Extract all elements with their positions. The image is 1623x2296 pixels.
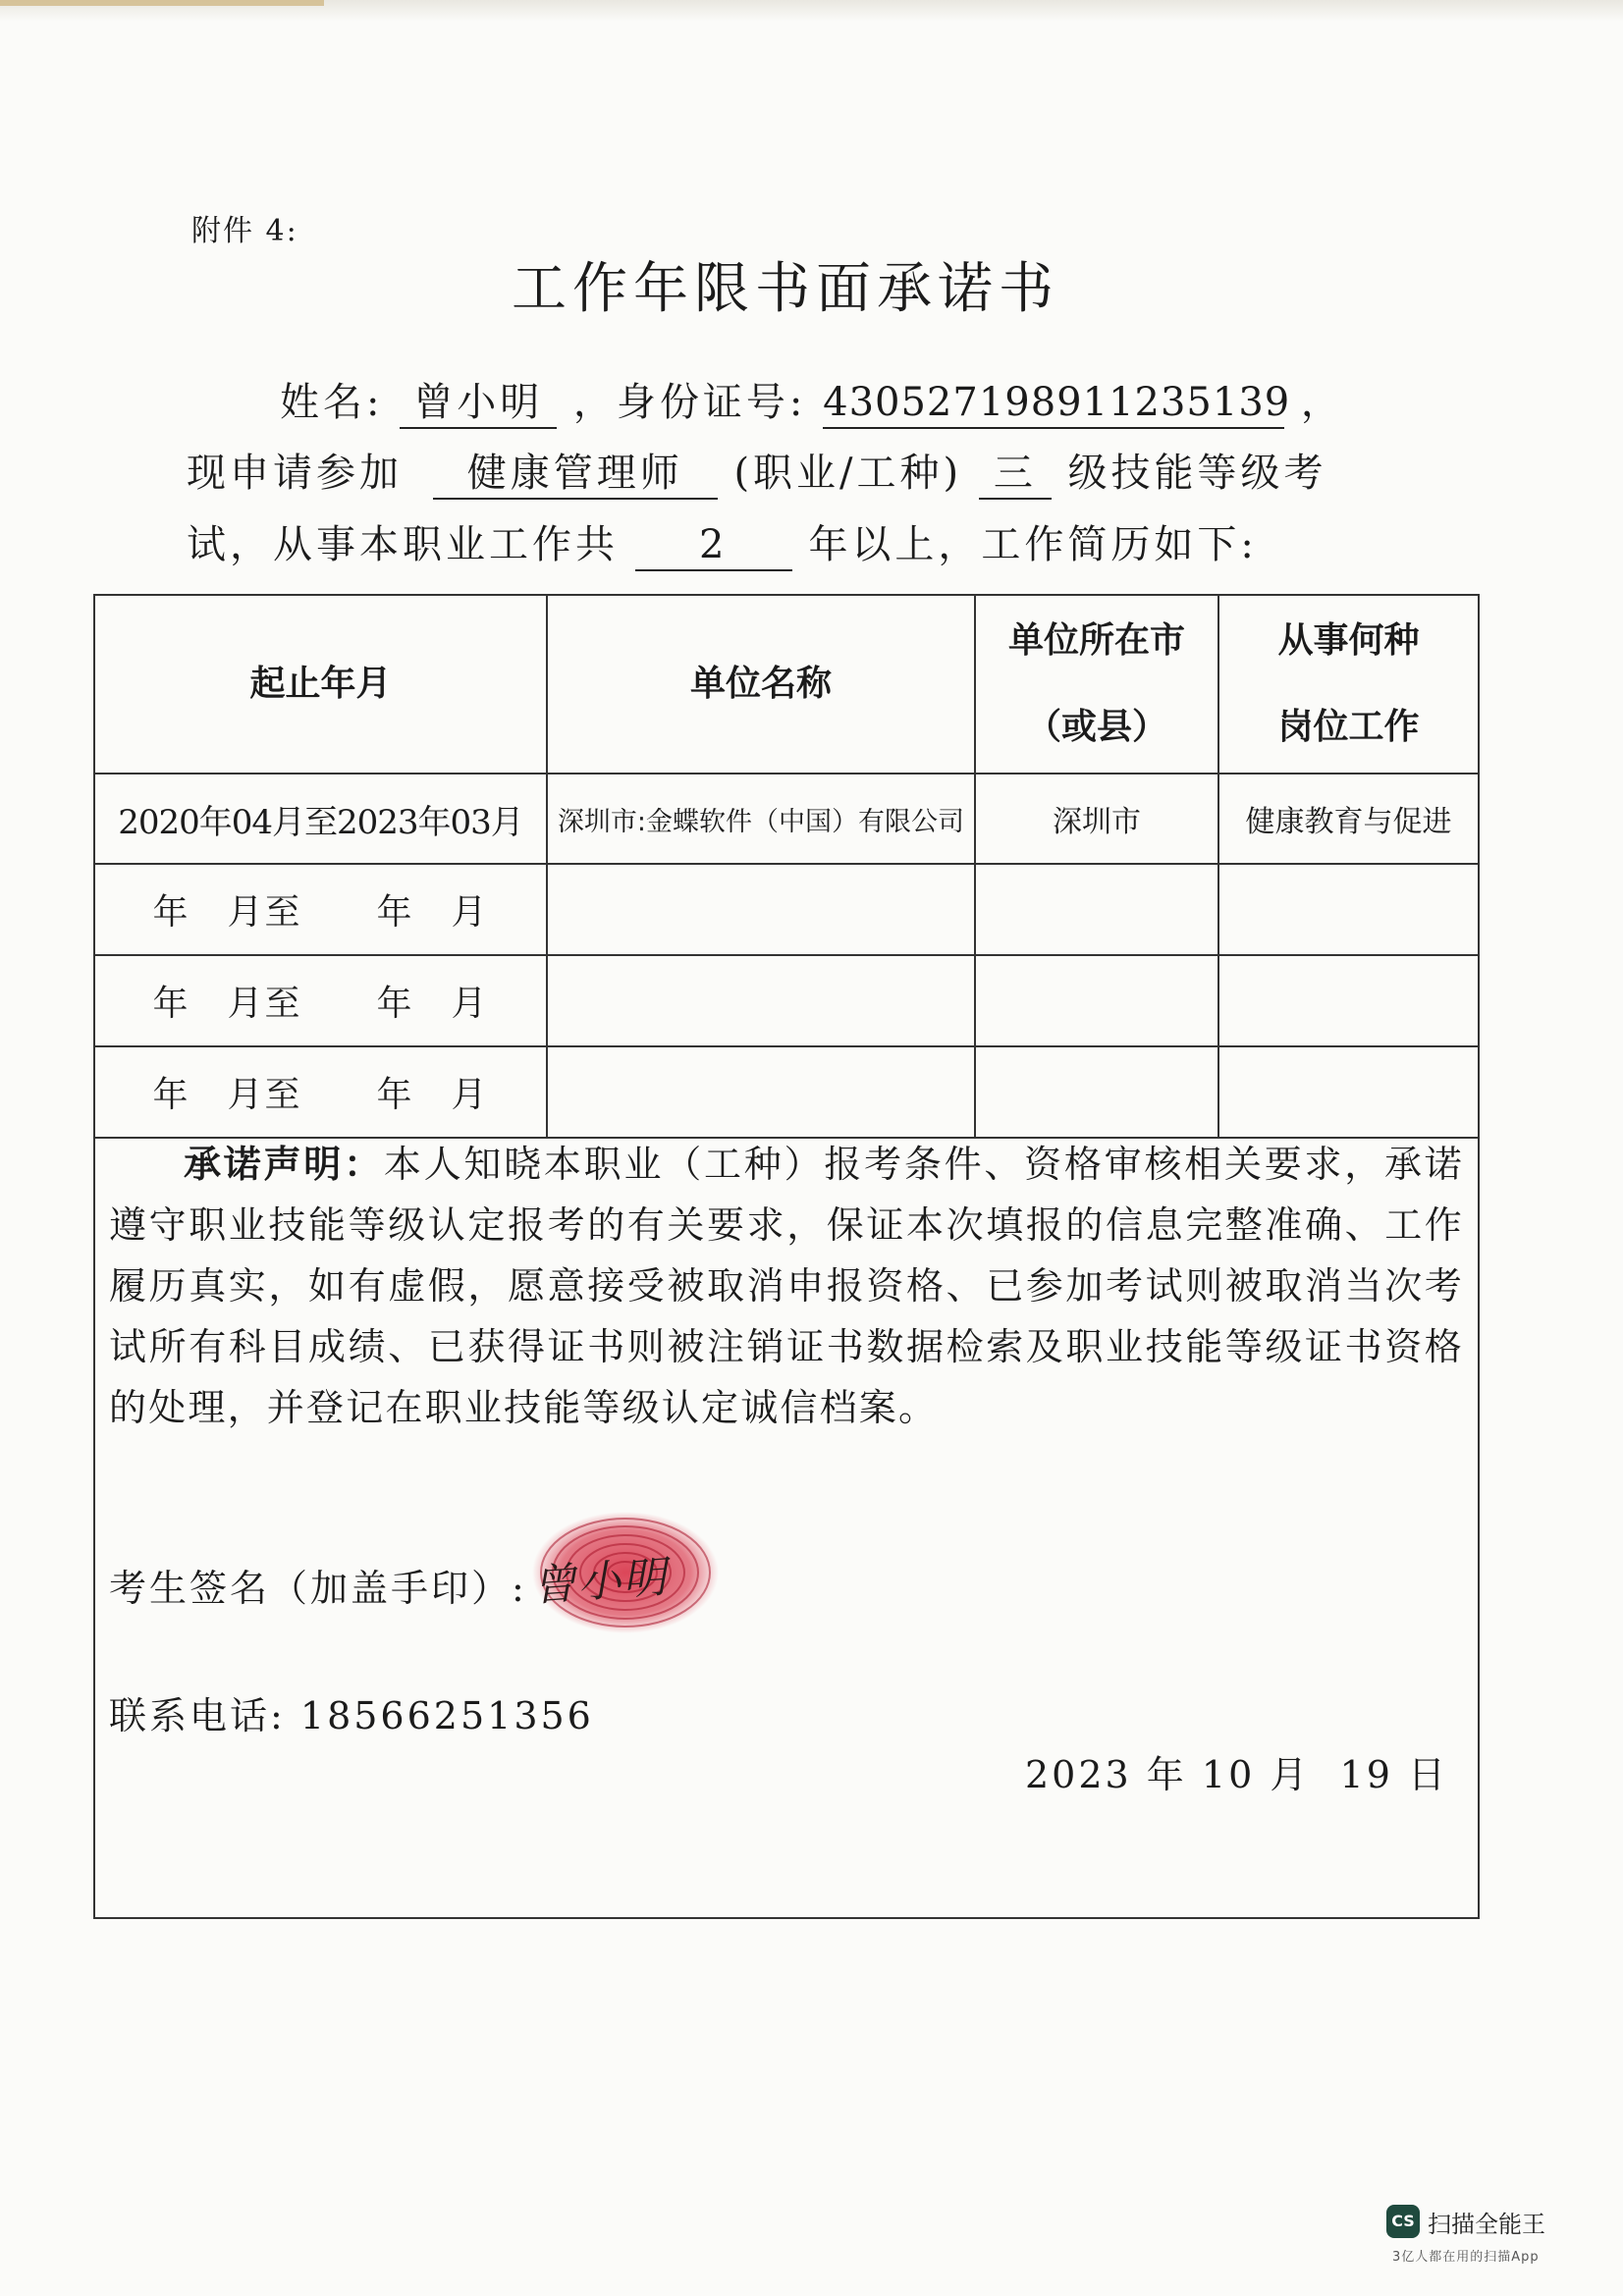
applicant-line-2: [187, 444, 1327, 503]
date-month: 10: [1201, 1753, 1256, 1796]
commitment-form: [93, 594, 1480, 1919]
work-prefix: 试，从事本职业工作共: [187, 522, 619, 567]
phone-label: 联系电话:: [109, 1694, 286, 1737]
row-company: 深圳市:金蝶软件（中国）有限公司: [547, 774, 975, 864]
phone-number: 18566251356: [299, 1694, 594, 1737]
skill-level: 三: [979, 449, 1052, 500]
row-period-blank: 年 月至 年 月: [95, 1046, 547, 1138]
row-company-blank: [547, 1046, 975, 1138]
row-period-blank: 年 月至 年 月: [95, 955, 547, 1046]
row-post-blank: [1218, 955, 1478, 1046]
table-header-row: [95, 596, 1478, 774]
commitment-statement: [109, 1134, 1464, 1438]
table-row: [95, 1046, 1478, 1138]
date-year-unit: 年: [1146, 1753, 1187, 1796]
header-post: 从事何种 岗位工作: [1218, 596, 1478, 774]
id-number: 430527198911235139: [823, 378, 1284, 429]
applicant-name: 曾小明: [400, 378, 557, 429]
header-city: 单位所在市 （或县）: [975, 596, 1218, 774]
apply-prefix: 现申请参加: [187, 451, 403, 496]
row-city-blank: [975, 955, 1218, 1046]
date-day-unit: 日: [1407, 1753, 1448, 1796]
date-month-unit: 月: [1270, 1753, 1311, 1796]
statement-lead: 承诺声明：: [184, 1143, 384, 1186]
phone-line: [109, 1685, 594, 1739]
header-period: 起止年月: [95, 596, 547, 774]
scanner-tagline: 3亿人都在用的扫描App: [1392, 2250, 1540, 2265]
work-suffix: 年以上，工作简历如下:: [808, 522, 1258, 567]
occupation: 健康管理师: [433, 449, 718, 500]
document-title: 工作年限书面承诺书: [512, 257, 1059, 321]
scanner-brand-name: 扫描全能王: [1428, 2211, 1545, 2238]
header-company: 单位名称: [547, 596, 975, 774]
annex-label: 附件 4:: [191, 214, 298, 248]
statement-body: 本人知晓本职业（工种）报考条件、资格审核相关要求，承诺遵守职业技能等级认定报考的有关要求，保证本次填报的信息完整准确、工作履历真实，如有虚假，愿意接受被取消申报资格、已参加考试则被取消当次考试所有科目成绩、已获得证书则被注销证书数据检索及职业技能等级证书资格的处理，并登记在职业技能等级认定诚信档案。: [109, 1143, 1464, 1429]
date-day: 19: [1339, 1753, 1393, 1796]
table-row: [95, 864, 1478, 955]
scanner-logo-icon: CS: [1386, 2205, 1420, 2238]
handwritten-signature: 曾小明: [530, 1552, 670, 1612]
row-city-blank: [975, 864, 1218, 955]
id-label: ，身份证号:: [572, 380, 807, 425]
row-post-blank: [1218, 864, 1478, 955]
scan-corner-mark: [0, 0, 324, 6]
applicant-line-1: [280, 373, 1344, 432]
scanner-watermark: [1386, 2203, 1583, 2271]
row-company-blank: [547, 955, 975, 1046]
table-row: [95, 955, 1478, 1046]
signature-label: 考生签名（加盖手印）:: [109, 1567, 527, 1610]
occupation-suffix: (职业/工种): [733, 451, 963, 496]
work-history-table: [95, 596, 1478, 1139]
work-years: 2: [635, 520, 792, 571]
row-period: 2020年04月至2023年03月: [95, 774, 547, 864]
row-company-blank: [547, 864, 975, 955]
row-post: 健康教育与促进: [1218, 774, 1478, 864]
row-period-blank: 年 月至 年 月: [95, 864, 547, 955]
table-row: [95, 774, 1478, 864]
id-suffix: ，: [1300, 380, 1344, 425]
level-suffix: 级技能等级考: [1067, 451, 1327, 496]
sign-date: [1025, 1744, 1448, 1798]
row-post-blank: [1218, 1046, 1478, 1138]
applicant-line-3: [187, 515, 1258, 574]
date-year: 2023: [1024, 1753, 1132, 1796]
name-label: 姓名:: [280, 380, 384, 425]
row-city: 深圳市: [975, 774, 1218, 864]
row-city-blank: [975, 1046, 1218, 1138]
